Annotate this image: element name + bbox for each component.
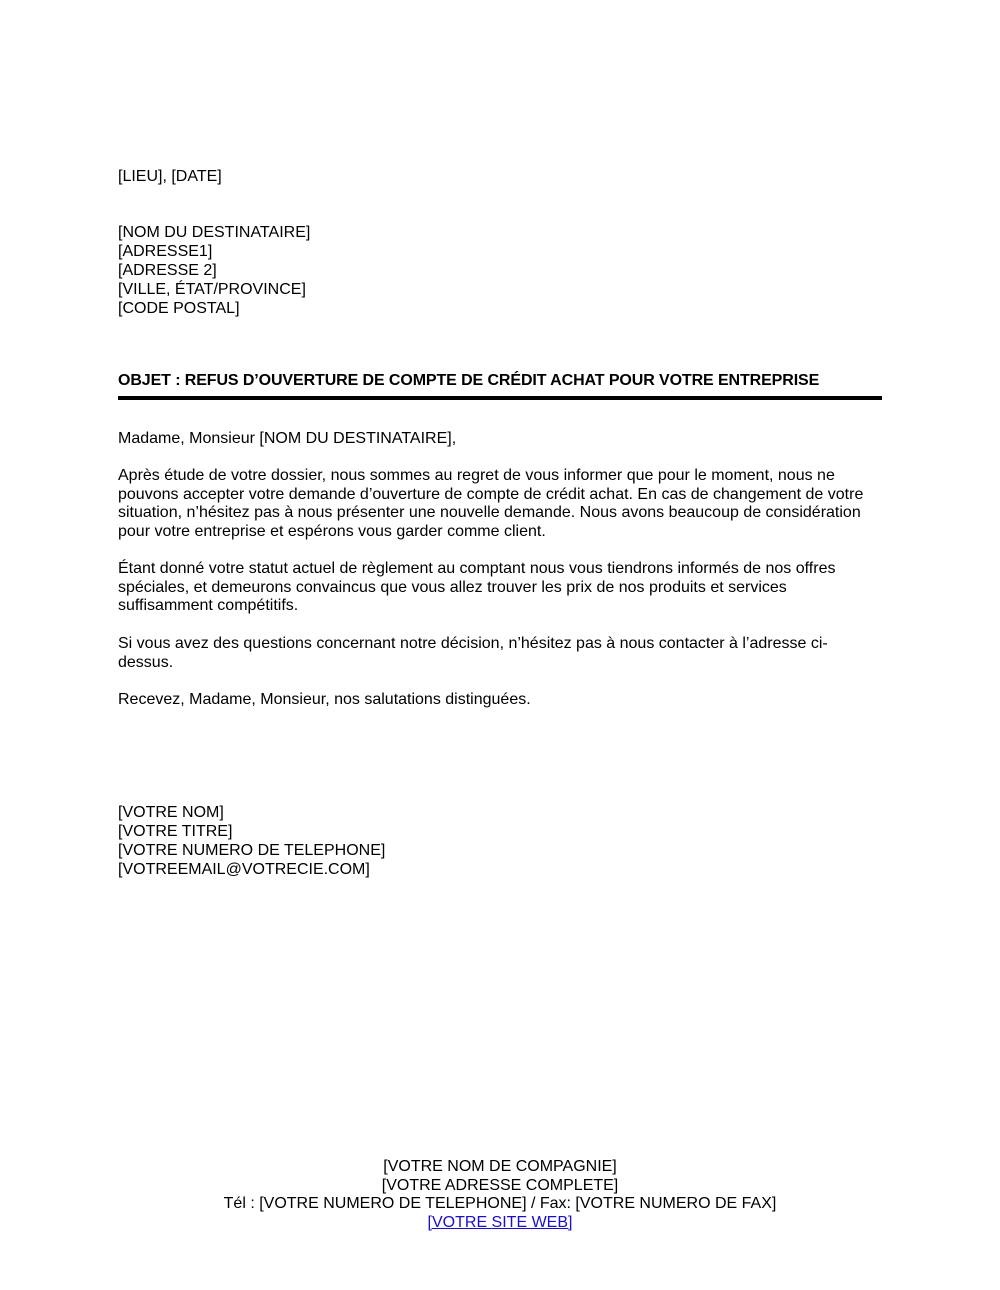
recipient-address-2: [ADRESSE 2] bbox=[118, 262, 217, 279]
signature-title: [VOTRE TITRE] bbox=[118, 823, 233, 840]
body-line: pouvons accepter votre demande d’ouverture de compte de crédit achat. En cas de changement de votre bbox=[118, 485, 864, 503]
body-paragraph-1 bbox=[118, 467, 888, 542]
body-line: Étant donné votre statut actuel de règlement au comptant nous vous tiendrons informés de nos offres bbox=[118, 560, 836, 577]
place-date bbox=[118, 167, 222, 186]
body-line: Après étude de votre dossier, nous sommes au regret de vous informer que pour le moment, nous ne bbox=[118, 467, 835, 484]
recipient-city-state: [VILLE, ÉTAT/PROVINCE] bbox=[118, 281, 306, 298]
salutation: Madame, Monsieur [NOM DU DESTINATAIRE], bbox=[118, 430, 457, 447]
signature-block bbox=[118, 803, 385, 879]
subject-line: OBJET : REFUS D’OUVERTURE DE COMPTE DE CRÉDIT ACHAT POUR VOTRE ENTREPRISE bbox=[118, 372, 820, 389]
recipient-address-1: [ADRESSE1] bbox=[118, 243, 213, 260]
body-paragraph-3 bbox=[118, 635, 888, 672]
letter-footer bbox=[0, 1158, 1000, 1233]
recipient-postal-code: [CODE POSTAL] bbox=[118, 300, 240, 317]
signature-email: [VOTREEMAIL@VOTRECIE.COM] bbox=[118, 861, 370, 878]
body-line: suffisamment compétitifs. bbox=[118, 597, 299, 615]
recipient-address bbox=[118, 223, 310, 318]
recipient-name: [NOM DU DESTINATAIRE] bbox=[118, 224, 311, 241]
body-paragraph-2 bbox=[118, 560, 888, 616]
body-line: Si vous avez des questions concernant notre décision, n’hésitez pas à nous contacter à l’adresse ci- bbox=[118, 635, 828, 652]
closing bbox=[118, 691, 888, 710]
body-line: dessus. bbox=[118, 653, 174, 671]
signature-name: [VOTRE NOM] bbox=[118, 804, 224, 821]
footer-company: [VOTRE NOM DE COMPAGNIE] bbox=[383, 1158, 617, 1175]
closing-line: Recevez, Madame, Monsieur, nos salutations distinguées. bbox=[118, 691, 531, 708]
footer-contact: Tél : [VOTRE NUMERO DE TELEPHONE] / Fax: [VOTRE NUMERO DE FAX] bbox=[223, 1195, 777, 1213]
body-line: spéciales, et demeurons convaincus que vous allez trouver les prix de nos produits et services bbox=[118, 578, 787, 596]
subject-divider bbox=[118, 396, 882, 400]
place-date-text: [LIEU], [DATE] bbox=[118, 168, 222, 185]
body-line: pour votre entreprise et espérons vous garder comme client. bbox=[118, 523, 546, 541]
footer-website-link[interactable]: [VOTRE SITE WEB] bbox=[427, 1214, 573, 1232]
body-line: situation, n’hésitez pas à nous présenter une nouvelle demande. Nous avons beaucoup de considération bbox=[118, 504, 861, 522]
footer-address: [VOTRE ADRESSE COMPLETE] bbox=[381, 1176, 619, 1194]
signature-phone: [VOTRE NUMERO DE TELEPHONE] bbox=[118, 842, 386, 859]
